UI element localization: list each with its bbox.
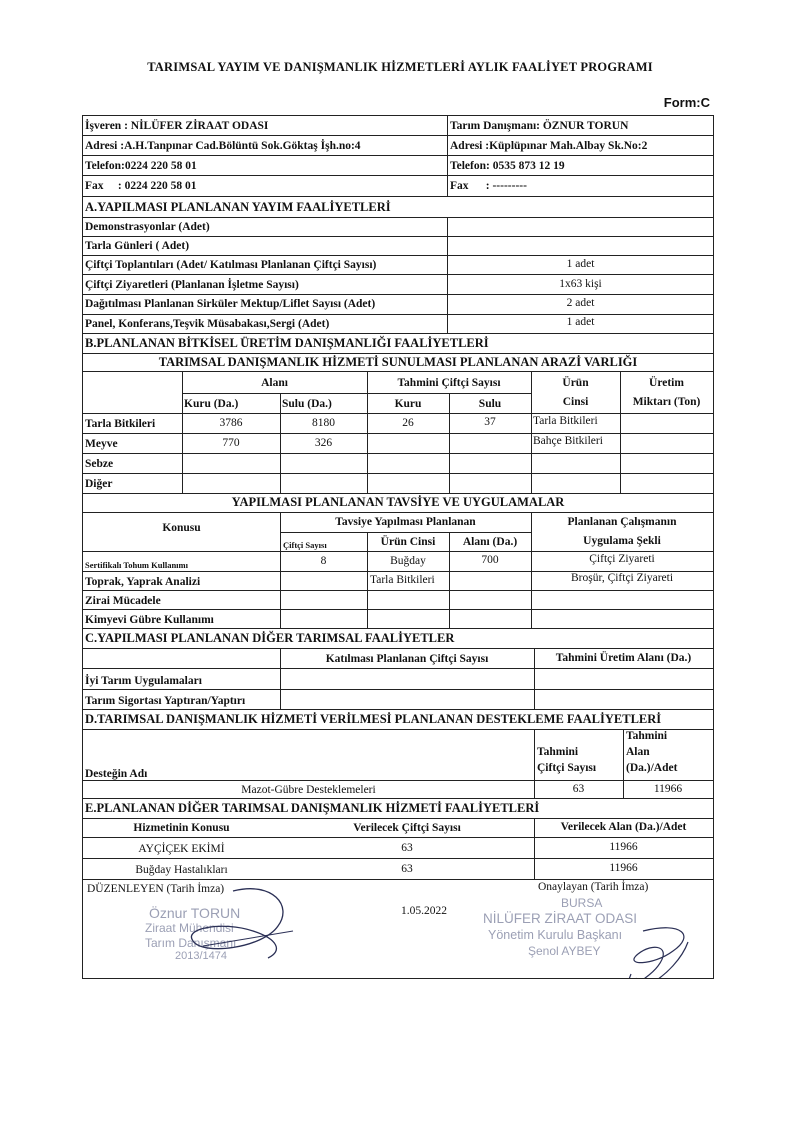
col-konusu: Konusu [162,522,201,534]
land-row-ciftci-kuru: 26 [402,417,414,429]
section-a-row-label: Çiftçi Toplantıları (Adet/ Katılması Planlanan Çiftçi Sayısı) [85,259,377,271]
section-a-row-label: Dağıtılması Planlanan Sirküler Mektup/Liflet Sayısı (Adet) [85,298,376,310]
employer-name: İşveren : NİLÜFER ZİRAAT ODASI [85,120,269,132]
section-a-row-label: Çiftçi Ziyaretleri (Planlanan İşletme Sayısı) [85,279,299,291]
tavsiye-row-label: Toprak, Yaprak Analizi [85,576,201,588]
col-kuru: Kuru (Da.) [184,398,239,410]
col-cinsi: Cinsi [562,396,589,408]
col-verilecek-ciftci: Verilecek Çiftçi Sayısı [353,822,461,834]
destek-row-alan: 11966 [653,783,683,795]
section-a-row-value: 1x63 kişi [559,278,602,290]
col-destek-adi: Desteğin Adı [85,768,148,780]
section-a-row-label: Demonstrasyonlar (Adet) [85,221,210,233]
approved-by-label: Onaylayan (Tarih İmza) [538,881,649,893]
section-c-title: C.YAPILMASI PLANLANAN DİĞER TARIMSAL FAALİYETLER [85,631,455,645]
col-uretim-alani: Tahmini Üretim Alanı (Da.) [555,652,692,664]
tavsiye-row-label: Sertifikalı Tohum Kullanımı [85,560,188,570]
col-sulu: Sulu (Da.) [282,398,332,410]
col-alani: Alanı [261,377,288,389]
col-sekil-1: Planlanan Çalışmanın [567,516,677,528]
col-ciftci-kuru: Kuru [394,398,422,410]
hizmet-row-alan: 11966 [609,841,638,853]
section-a-title: A.YAPILMASI PLANLANAN YAYIM FAALİYETLERİ [85,200,391,214]
land-row-kuru: 770 [222,437,240,449]
col-verilecek-alan: Verilecek Alan (Da.)/Adet [560,821,687,833]
section-a-row-label: Tarla Günleri ( Adet) [85,240,190,252]
col-tahmini-alan-1: Tahmini [626,730,668,742]
land-row-sulu: 8180 [312,417,335,429]
stamp-left-name: Öznur TORUN [149,905,241,921]
destek-row-name: Mazot-Gübre Desteklemeleri [241,784,376,796]
hizmet-row-ciftci: 63 [401,863,413,875]
tavsiye-row-label: Kimyevi Gübre Kullanımı [85,614,214,626]
hizmet-row-konu: Buğday Hastalıkları [135,864,228,876]
advisor-address: Adresi :Küplüpınar Mah.Albay Sk.No:2 [450,140,648,152]
land-row-label: Sebze [85,458,114,470]
destek-row-ciftci: 63 [572,783,585,795]
col-miktari: Miktarı (Ton) [632,396,701,408]
col-urun: Ürün [562,377,589,389]
employer-phone: Telefon:0224 220 58 01 [85,160,197,172]
col-hizmet-konusu: Hizmetinin Konusu [133,822,230,834]
land-row-kuru: 3786 [219,417,243,429]
land-row-cinsi: Bahçe Bitkileri [533,435,603,447]
section-a-row-value: 1 adet [566,258,595,270]
stamp-right-name: Şenol AYBEY [528,944,601,958]
tavsiye-row-label: Zirai Mücadele [85,595,161,607]
signature-strokes [83,116,713,978]
col-tahmini-alan-3: (Da.)/Adet [626,762,678,774]
col-planlanan: Tavsiye Yapılması Planlanan [335,516,476,528]
stamp-left-role: Tarım Danışmanı [145,936,237,950]
tavsiye-row-urun: Buğday [390,555,426,567]
col-uretim: Üretim [649,377,684,389]
col-tahmini-alan-2: Alan [626,746,650,758]
section-a-row-value: 2 adet [566,297,595,309]
land-row-label: Meyve [85,438,118,450]
advisor-phone: Telefon: 0535 873 12 19 [450,160,565,172]
stamp-right-org: NİLÜFER ZİRAAT ODASI [483,911,638,926]
section-b-subtitle: TARIMSAL DANIŞMANLIK HİZMETİ SUNULMASI PLANLANAN ARAZİ VARLIĞI [158,355,638,369]
land-row-ciftci-sulu: 37 [484,416,496,428]
col-tahmini-ciftci-2: Çiftçi Sayısı [537,762,597,774]
col-ciftci-sayisi: Çiftçi Sayısı [283,540,327,550]
employer-address: Adresi :A.H.Tanpınar Cad.Bölüntü Sok.Göktaş İşh.no:4 [85,140,361,152]
land-row-cinsi: Tarla Bitkileri [533,415,598,427]
stamp-right-city: BURSA [561,896,603,910]
col-urun-cinsi: Ürün Cinsi [380,536,436,548]
col-tahmini-ciftci-1: Tahmini [537,746,579,758]
tavsiye-row-alan: 700 [481,554,499,566]
tavsiye-row-urun: Tarla Bitkileri [370,574,435,586]
page-title: TARIMSAL YAYIM VE DANIŞMANLIK HİZMETLERİ AYLIK FAALİYET PROGRAMI [147,60,653,74]
stamp-right-role: Yönetim Kurulu Başkanı [488,928,623,942]
report-date: 1.05.2022 [401,905,447,917]
section-d-title: D.TARIMSAL DANIŞMANLIK HİZMETİ VERİLMESİ PLANLANAN DESTEKLEME FAALİYETLERİ [85,712,662,726]
section-e-title: E.PLANLANAN DİĞER TARIMSAL DANIŞMANLIK HİZMETİ FAALİYETLERİ [85,801,540,815]
section-c-row-label: Tarım Sigortası Yaptıran/Yaptırı [85,695,246,707]
hizmet-row-ciftci: 63 [401,842,413,854]
land-row-label: Tarla Bitkileri [85,418,156,430]
col-ciftci: Tahmini Çiftçi Sayısı [397,377,501,389]
section-c-row-label: İyi Tarım Uygulamaları [85,675,202,687]
col-ciftci-sulu: Sulu [478,398,502,410]
advisor-fax: Fax : --------- [450,180,527,192]
advisor-name: Tarım Danışmanı: ÖZNUR TORUN [450,120,629,132]
section-a-row-value: 1 adet [566,316,595,328]
activity-form [82,115,714,979]
land-row-sulu: 326 [314,437,333,449]
col-sekil-2: Uygulama Şekli [583,535,661,547]
section-b-title: B.PLANLANAN BİTKİSEL ÜRETİM DANIŞMANLIĞI FAALİYETLERİ [85,336,489,350]
stamp-left-number: 2013/1474 [175,950,227,962]
hizmet-row-alan: 11966 [609,862,638,874]
hizmet-row-konu: AYÇİÇEK EKİMİ [138,843,225,855]
form-code: Form:C [663,95,710,110]
land-row-label: Diğer [85,478,113,490]
col-alani-da: Alanı (Da.) [462,536,518,548]
tavsiye-row-sekil: Broşür, Çiftçi Ziyareti [570,572,674,584]
employer-fax: Fax : 0224 220 58 01 [85,180,197,192]
tavsiye-row-ciftci: 8 [320,555,327,567]
section-a-row-label: Panel, Konferans,Teşvik Müsabakası,Sergi (Adet) [85,318,330,330]
tavsiye-row-sekil: Çiftçi Ziyareti [589,553,655,565]
tavsiye-title: YAPILMASI PLANLANAN TAVSİYE VE UYGULAMALAR [231,495,565,509]
col-katilma: Katılması Planlanan Çiftçi Sayısı [325,653,489,665]
stamp-left-title: Ziraat Mühendisi [145,921,234,935]
prepared-by-label: DÜZENLEYEN (Tarih İmza) [87,883,225,895]
